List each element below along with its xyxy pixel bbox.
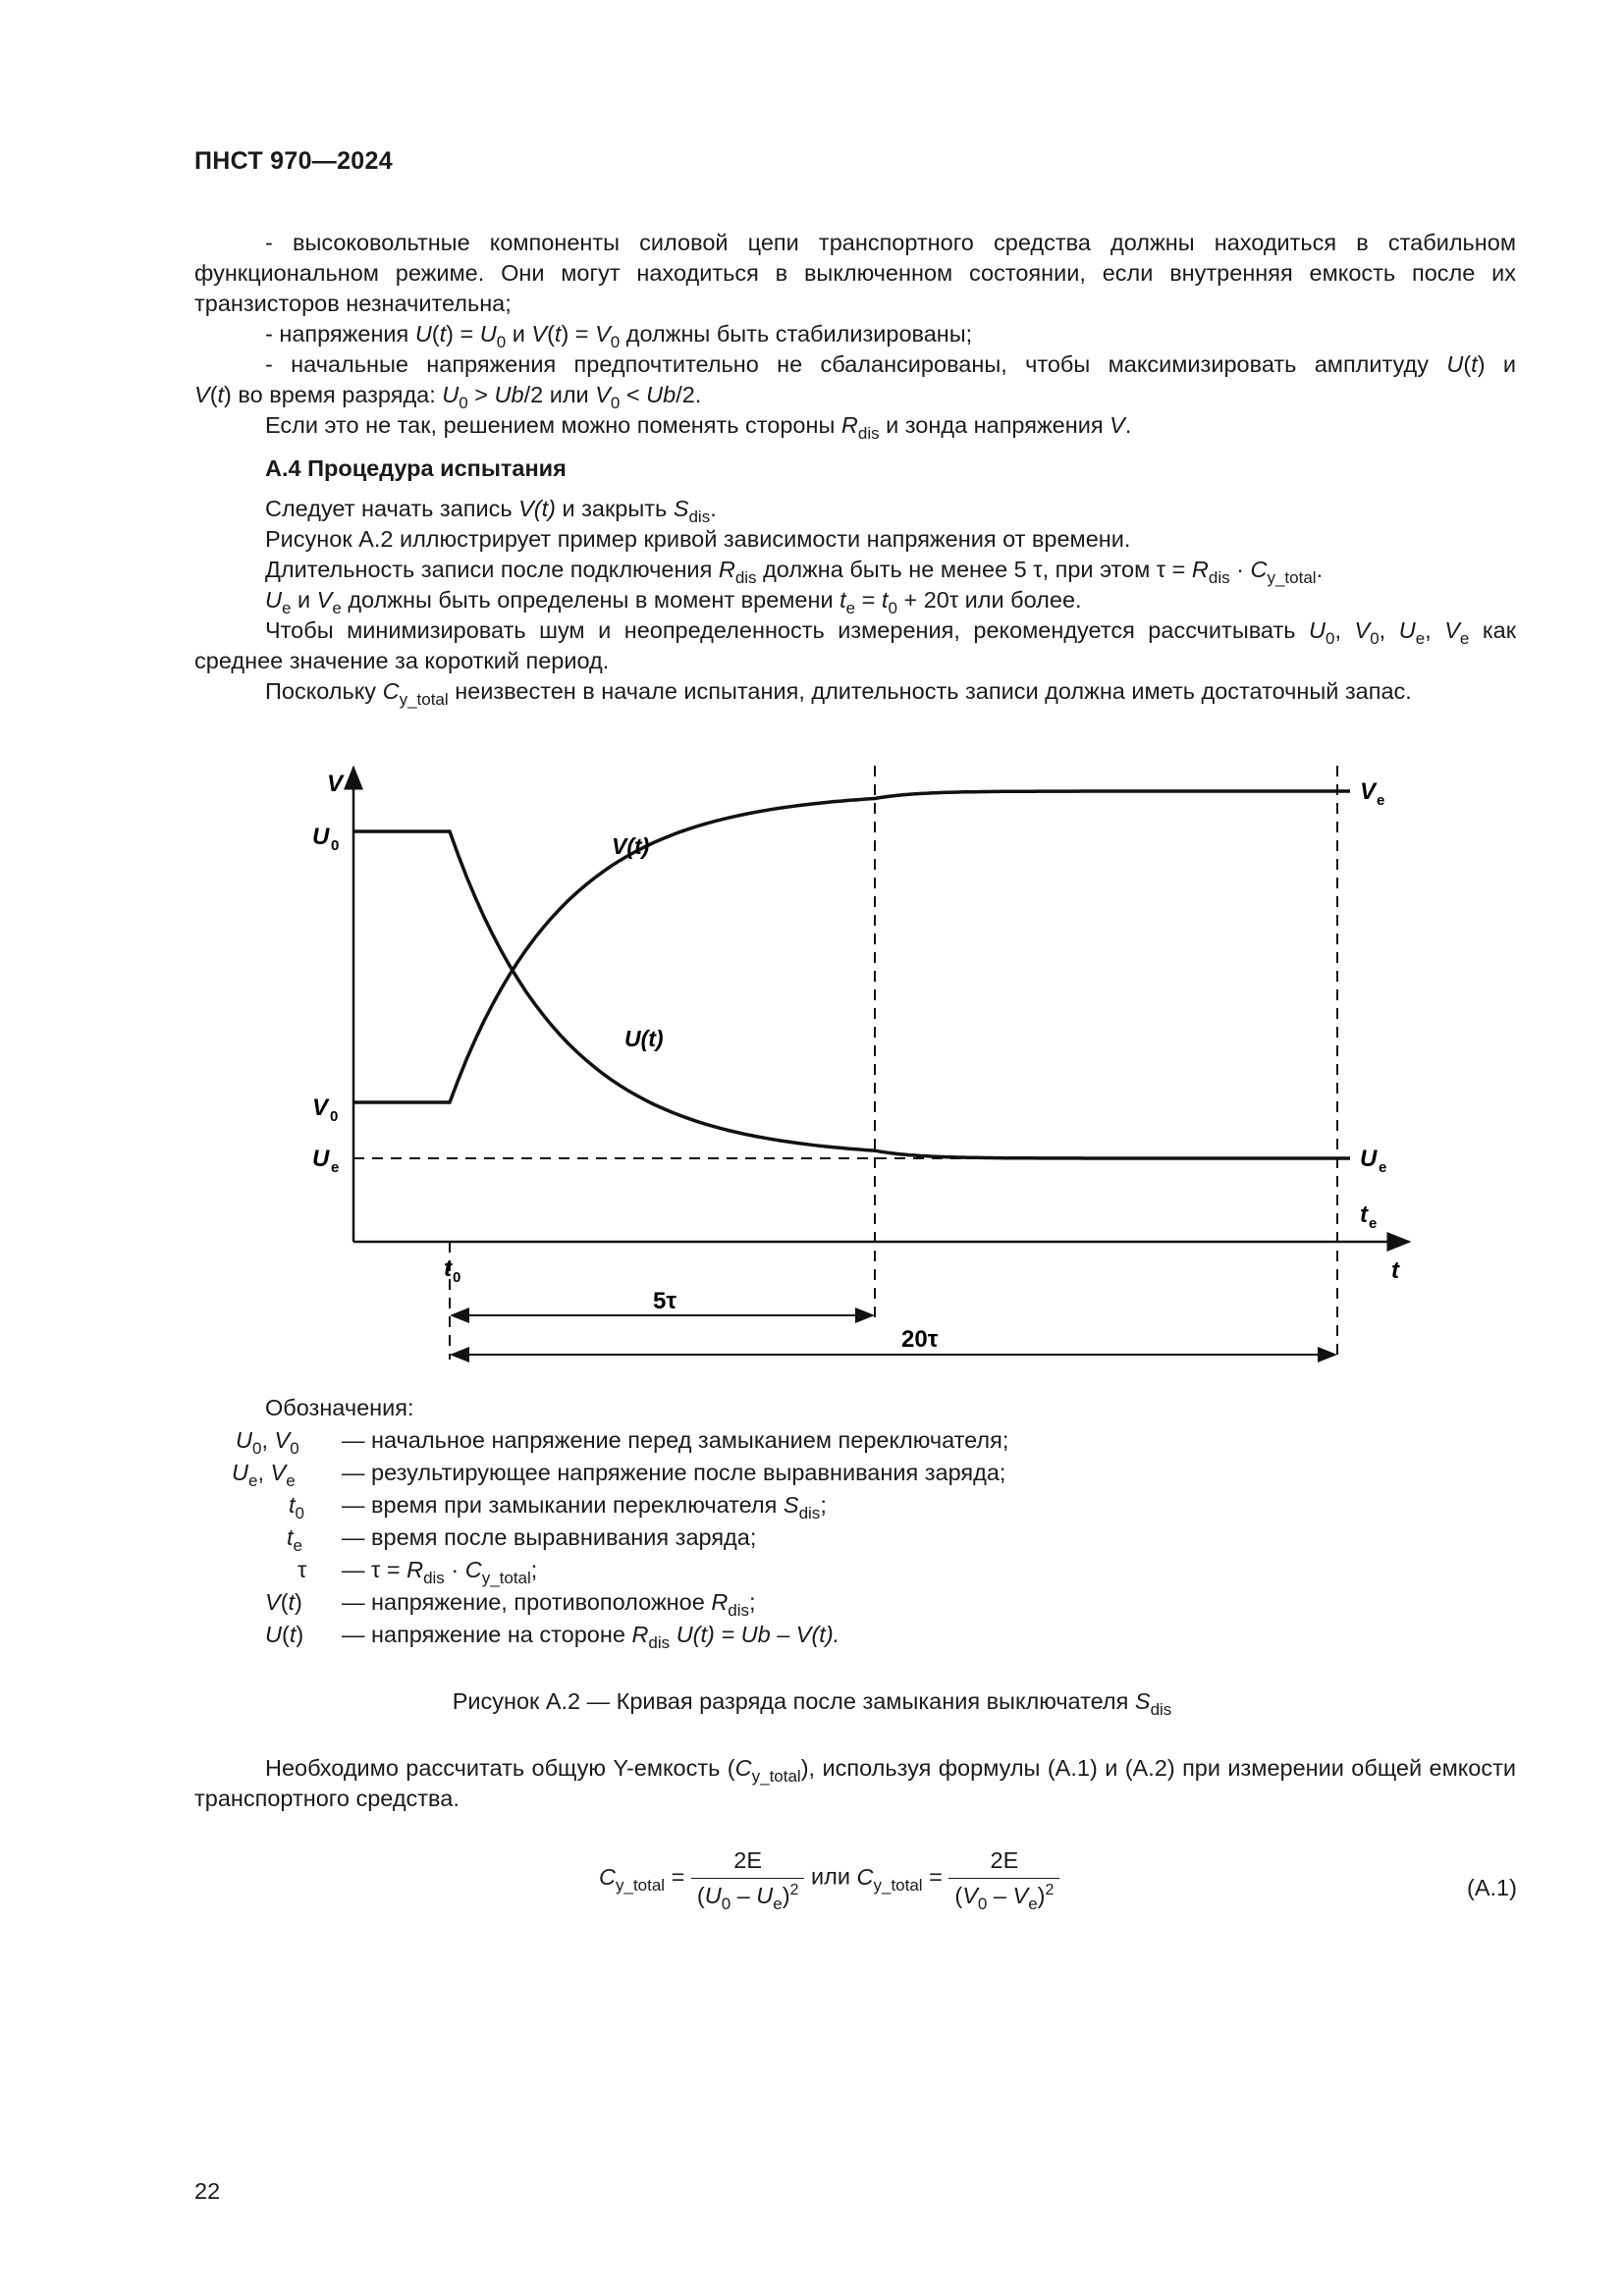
document-header: ПНСТ 970—2024 (194, 147, 393, 175)
u-curve-label: U(t) (624, 1026, 664, 1051)
section-l5: Чтобы минимизировать шум и неопределенность измерения, рекомендуется рассчитывать $U_0$, $V_0$, $U_e$, $V_e$ как (265, 617, 1517, 648)
svg-text:t: t (444, 1255, 452, 1282)
section-l3: Длительность записи после подключения $R_{dis}$ должна быть не менее 5 τ, при этом $\tau = R_{dis} \cdot C_{y\_total}$. (265, 557, 1324, 587)
series-u-line (353, 831, 1337, 1158)
svg-text:V: V (1360, 778, 1377, 805)
document-page: ПНСТ 970—2024 - высоковольтные компоненты силовой цепи транспортного средства должны находиться в стабильном функциональном режиме. Они могут находиться в выключенном состоянии, если внутренняя емкость после их транзисторов незначительна; - напряжения $U(t) = U_0$ и $V(t) = V_0$ должны быть стабилизированы; - начальные напряжения предпочтительно не сбалансированы, чтобы максимизировать амплитуду U(t) и V(t) во время разряда: $U_0 > Ub/2$ или $V_0 < Ub/2$. Если это не так, решением можно поменять стороны $R_{dis}$ и зонда напряжения V. А.4 Процедура испытания Следует начать запись V(t) и закрыть $S_{dis}$. Рисунок А.2 иллюстрирует пример кривой зависимости напряжения от времени. Длительность записи после подключения $R_{dis}$ должна быть не менее 5 τ, при этом $\tau = R_{dis} \cdot C_{y\_total}$. $U_e$ и $V_e$ должны быть определены в момент времени $t_e = t_0 + 20\tau$ или более. Чтобы минимизировать шум и неопределенность измерения, рекомендуется рассчитывать $U_0$, $V_0$, $U_e$, $V_e$ как среднее значение за короткий период. Поскольку $C_{y\_total}$ неизвестен в начале испытания, длительность записи должна иметь достаточный запас. V t U 0 V 0 U e V(t) U(t) V e U e t 0 t e 5τ 20τ Обозначения: $U_0$, $V_0$ — начальное напряжение перед замыканием переключателя; $U_e$, $V_e$ — результирующее напряжение после выравнивания заряда; $t_0$ — время при замыкании переключателя $S_{dis}$; $t_e$ — время после выравнивания заряда; τ — $\tau = R_{dis} \cdot C_{y\_total}$; V(t) — напряжение, противоположное $R_{dis}$; U(t) — напряжение на стороне $R_{dis}$ U(t) = Ub – V(t). Рисунок А.2 — Кривая разряда после замыкания выключателя $S_{dis}$ Необходимо рассчитать общую Y-емкость $(C_{y\_total})$, используя формулы (А.1) и (А.2) при измерении общей емкости транспортного средства. $C_{y\_total}$ = $\frac{2E}{(U_0 - U_e)^2}$ или $C_{y\_total}$ = $\frac{2E}{(V_0 - V_e)^2}$ (А.1) 22 (0, 0, 1624, 2296)
formula-a1 (599, 1847, 1059, 1926)
formula-lhs-1: $C_{y\_total}$ = (599, 1863, 691, 1895)
formula-or: или (811, 1863, 850, 1890)
section-l2: Рисунок А.2 иллюстрирует пример кривой зависимости напряжения от времени. (265, 526, 1131, 552)
section-title: А.4 Процедура испытания (265, 455, 567, 481)
svg-text:V: V (312, 1095, 329, 1121)
y-axis-label: V (327, 771, 344, 797)
svg-text:U: U (1360, 1146, 1378, 1172)
equation-number: (А.1) (1467, 1875, 1517, 1900)
svg-text:0: 0 (331, 837, 340, 854)
intro-p3: - начальные напряжения предпочтительно не сбалансированы, чтобы максимизировать амплитуду U(t) и (265, 351, 1516, 377)
svg-text:e: e (1377, 792, 1385, 809)
section-l1: Следует начать запись V(t) и закрыть $S_{dis}$. (265, 496, 717, 526)
svg-text:e: e (1379, 1159, 1387, 1176)
svg-text:U: U (312, 1146, 330, 1172)
y-tick-v0 (312, 1095, 338, 1125)
interval-20tau-label: 20τ (901, 1326, 939, 1353)
v-curve-label: V(t) (612, 833, 650, 859)
interval-5tau-label: 5τ (653, 1288, 677, 1314)
x-tick-t0 (444, 1255, 460, 1286)
formula-fraction-2: $\frac{2E}{(V_0 - V_e)^2}$ (948, 1847, 1059, 1909)
intro-p4: Если это не так, решением можно поменять стороны $R_{dis}$ и зонда напряжения V. (265, 412, 1132, 443)
after-figure-paragraph: Необходимо рассчитать общую Y-емкость $(C_{y\_total})$, используя формулы (А.1) и (А.2) при измерении общей емкости транспортного средства. (194, 1755, 1516, 1811)
page-number: 22 (194, 2178, 221, 2204)
ve-right-label (1360, 778, 1384, 809)
intro-p2: - напряжения $U(t) = U_0$ и $V(t) = V_0$ должны быть стабилизированы; (265, 321, 973, 351)
x-tick-te (1360, 1201, 1377, 1232)
figure-caption: Рисунок А.2 — Кривая разряда после замыкания выключателя $S_{dis}$ (452, 1688, 1172, 1719)
svg-text:0: 0 (330, 1108, 339, 1125)
intro-p3-cont: V(t) во время разряда: $U_0 > Ub/2$ или $V_0 < Ub/2$. (194, 382, 702, 412)
section-l5-cont: среднее значение за короткий период. (194, 648, 610, 673)
svg-text:t: t (1360, 1201, 1368, 1228)
y-tick-ue (312, 1146, 339, 1176)
ue-right-label (1360, 1146, 1386, 1176)
svg-text:e: e (331, 1159, 340, 1176)
section-l6: Поскольку $C_{y\_total}$ неизвестен в начале испытания, длительность записи должна иметь достаточный запас. (265, 678, 1412, 709)
svg-text:0: 0 (453, 1269, 461, 1286)
formula-fraction-1: $\frac{2E}{(U_0 - U_e)^2}$ (691, 1847, 805, 1909)
svg-text:U: U (312, 824, 330, 850)
svg-text:e: e (1369, 1215, 1378, 1232)
section-l4: $U_e$ и $V_e$ должны быть определены в момент времени $t_e = t_0 + 20\tau$ или более. (265, 587, 1082, 617)
series-v-line (353, 791, 1337, 1102)
intro-p1: - высоковольтные компоненты силовой цепи транспортного средства должны находиться в стабильном функциональном режиме. Они могут находиться в выключенном состоянии, если внутренняя емкость после их транзисторов незначительна; (194, 230, 1516, 316)
formula-lhs-2: $C_{y\_total}$ = (856, 1863, 949, 1895)
x-axis-label: t (1391, 1257, 1399, 1284)
y-tick-u0 (312, 824, 339, 854)
